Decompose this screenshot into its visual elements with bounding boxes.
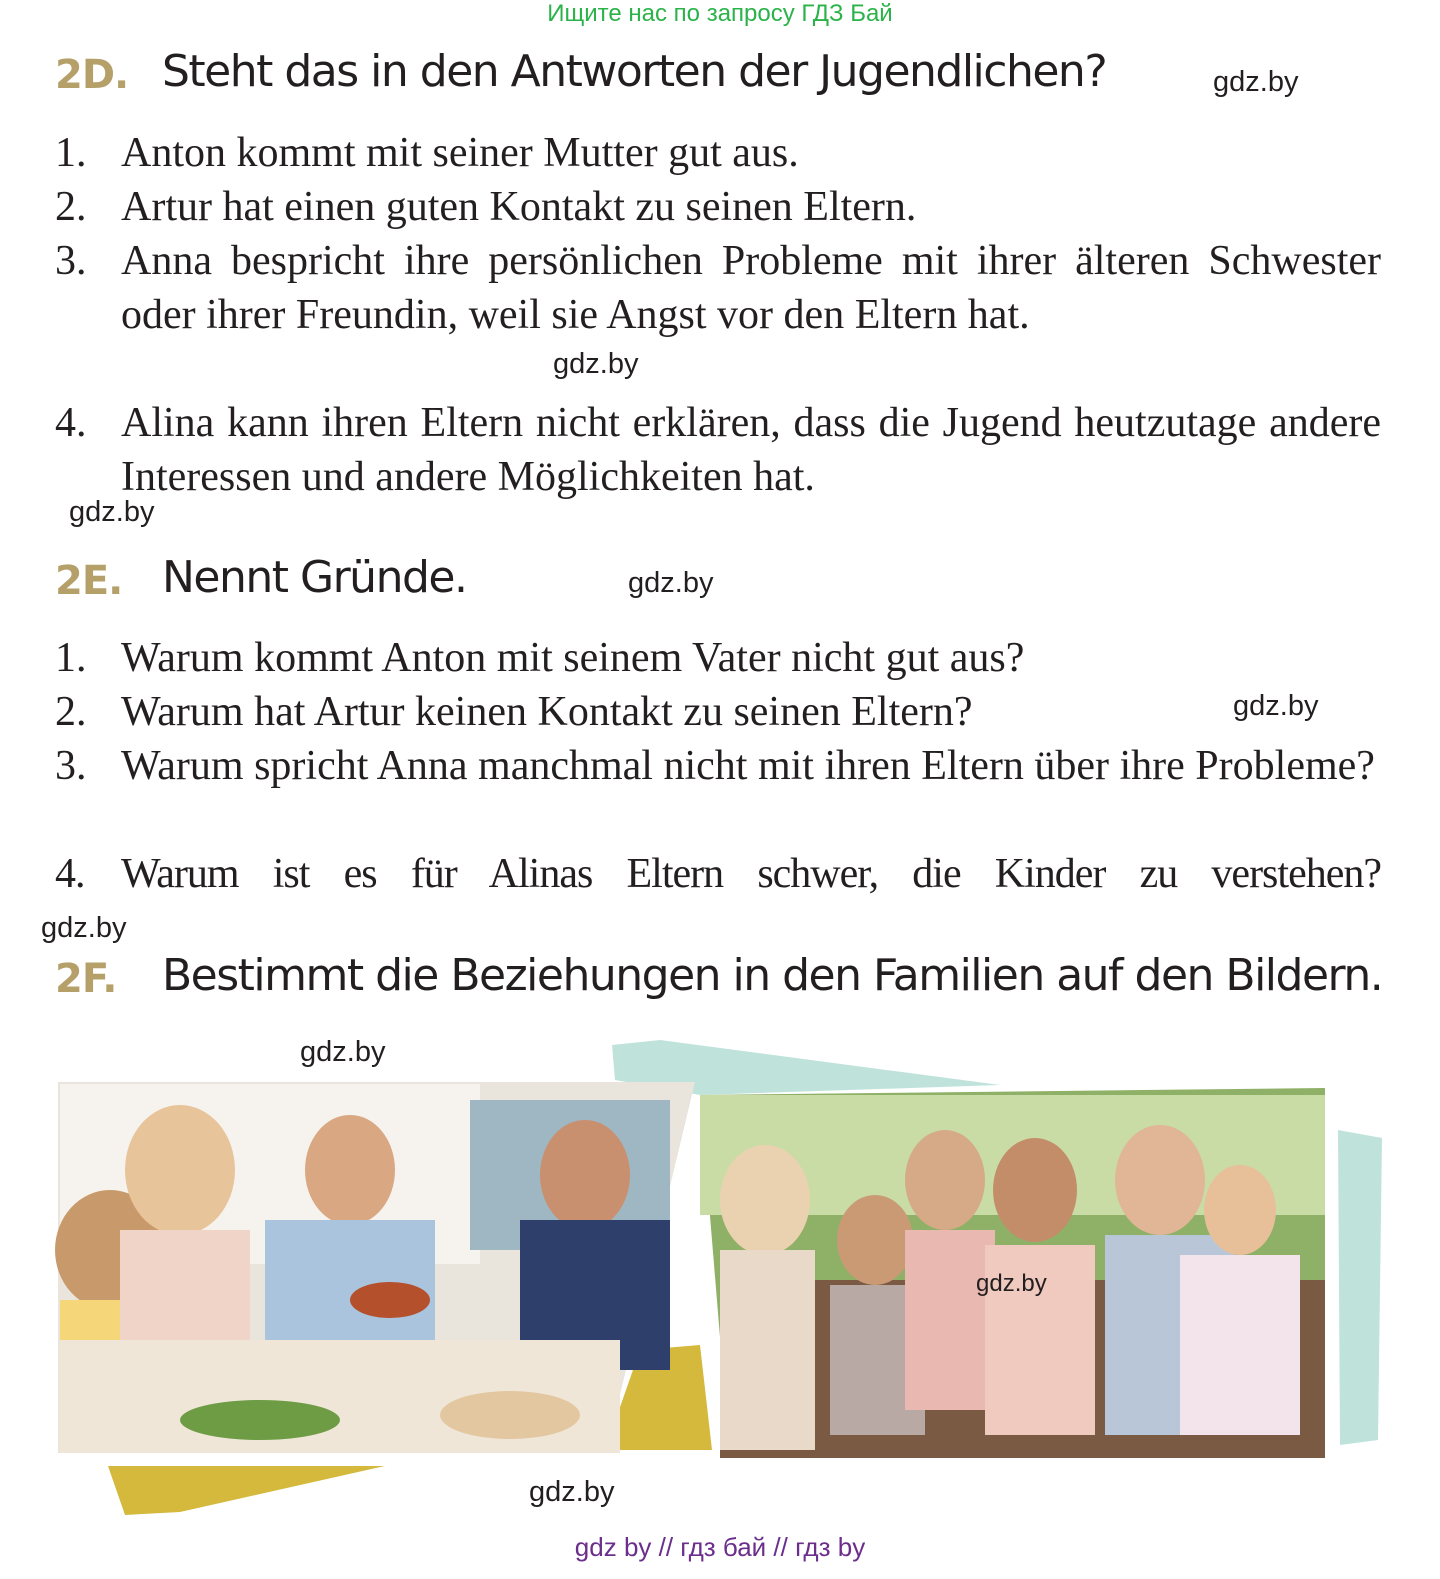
item-number: 2.: [55, 689, 87, 735]
item-text: Warum spricht Anna manchmal nicht mit ihren Eltern über ihre Probleme?: [121, 743, 1375, 789]
watermark: gdz.by: [529, 1476, 615, 1508]
item-number: 1.: [55, 635, 87, 681]
watermark: gdz.by: [1213, 66, 1299, 98]
watermark: gdz.by: [553, 348, 639, 380]
item-number: 1.: [55, 130, 87, 176]
watermark: gdz.by: [41, 912, 127, 944]
teal-decoration-shape: [1338, 1130, 1382, 1445]
section-number-2d: 2D.: [55, 52, 129, 98]
item-text: Warum kommt Anton mit seinem Vater nicht gut aus?: [121, 635, 1025, 681]
section-number-2f: 2F.: [55, 956, 117, 1002]
item-text: Warum hat Artur keinen Kontakt zu seinen Eltern?: [121, 689, 973, 735]
watermark: gdz.by: [976, 1270, 1047, 1297]
item-text: Warum ist es für Alinas Eltern schwer, die Kinder zu verstehen?: [121, 851, 1381, 897]
item-number: 3.: [55, 743, 87, 789]
section-title-2d: Steht das in den Antworten der Jugendlichen?: [162, 46, 1107, 97]
item-text: Anton kommt mit seiner Mutter gut aus.: [121, 130, 799, 176]
item-number: 4.: [55, 851, 85, 897]
item-text: Artur hat einen guten Kontakt zu seinen Eltern.: [121, 184, 917, 230]
section-title-2f: Bestimmt die Beziehungen in den Familien auf den Bildern.: [162, 950, 1383, 1001]
item-number: 4.: [55, 400, 87, 446]
watermark: gdz.by: [300, 1036, 386, 1068]
section-title-2e: Nennt Gründe.: [162, 552, 467, 603]
top-banner: Ищите нас по запросу ГДЗ Бай: [547, 0, 893, 27]
item-number: 3.: [55, 238, 87, 284]
item-text: Anna bespricht ihre persönlichen Probleme mit ihrer älteren Schwester oder ihrer Freundin, weil sie Angst vor den Eltern hat.: [121, 238, 1381, 338]
watermark: gdz.by: [1233, 690, 1319, 722]
family-dinner-photo: [55, 1082, 695, 1453]
item-number: 2.: [55, 184, 87, 230]
section-number-2e: 2E.: [55, 558, 123, 604]
watermark: gdz.by: [69, 496, 155, 528]
watermark: gdz.by: [628, 567, 714, 599]
item-text: Alina kann ihren Eltern nicht erklären, dass die Jugend heutzutage andere Interessen und andere Möglichkeiten hat.: [121, 400, 1381, 500]
footer-watermark: gdz by // гдз бай // гдз by: [574, 1532, 866, 1562]
yellow-decoration-shape: [108, 1466, 385, 1515]
